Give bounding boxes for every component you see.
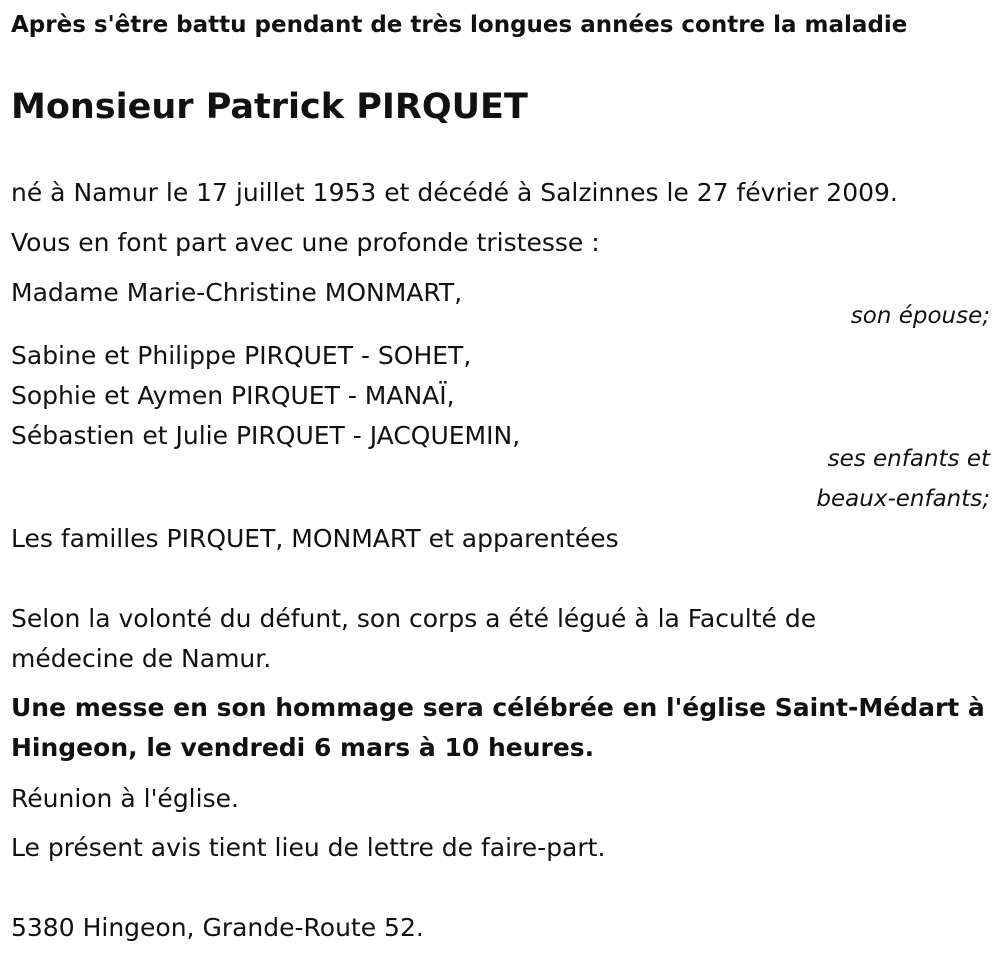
reunion-text: Réunion à l'église. xyxy=(11,784,239,813)
mass-text-line1: Une messe en son hommage sera célébrée en l'église Saint-Médart à xyxy=(11,693,985,722)
spouse-relation: son épouse; xyxy=(850,303,990,329)
notice-text: Le présent avis tient lieu de lettre de faire-part. xyxy=(11,833,606,862)
deceased-name: Monsieur Patrick PIRQUET xyxy=(11,87,528,127)
will-text-line2: médecine de Namur. xyxy=(11,644,272,673)
children-relation-line2: beaux-enfants; xyxy=(816,486,990,512)
birth-death-text: né à Namur le 17 juillet 1953 et décédé à Salzinnes le 27 février 2009. xyxy=(11,178,898,207)
child-couple-1: Sabine et Philippe PIRQUET - SOHET, xyxy=(11,341,472,370)
mass-text-line2: Hingeon, le vendredi 6 mars à 10 heures. xyxy=(11,733,595,762)
child-couple-2: Sophie et Aymen PIRQUET - MANAÏ, xyxy=(11,381,455,410)
address-text: 5380 Hingeon, Grande-Route 52. xyxy=(11,913,424,942)
children-relation-line1: ses enfants et xyxy=(827,446,990,472)
intro-text: Après s'être battu pendant de très longues années contre la maladie xyxy=(11,12,908,38)
will-text-line1: Selon la volonté du défunt, son corps a été légué à la Faculté de xyxy=(11,604,817,633)
child-couple-3: Sébastien et Julie PIRQUET - JACQUEMIN, xyxy=(11,421,521,450)
families-text: Les familles PIRQUET, MONMART et apparentées xyxy=(11,524,619,553)
spouse-name: Madame Marie-Christine MONMART, xyxy=(11,278,463,307)
announcement-text: Vous en font part avec une profonde tristesse : xyxy=(11,228,600,257)
